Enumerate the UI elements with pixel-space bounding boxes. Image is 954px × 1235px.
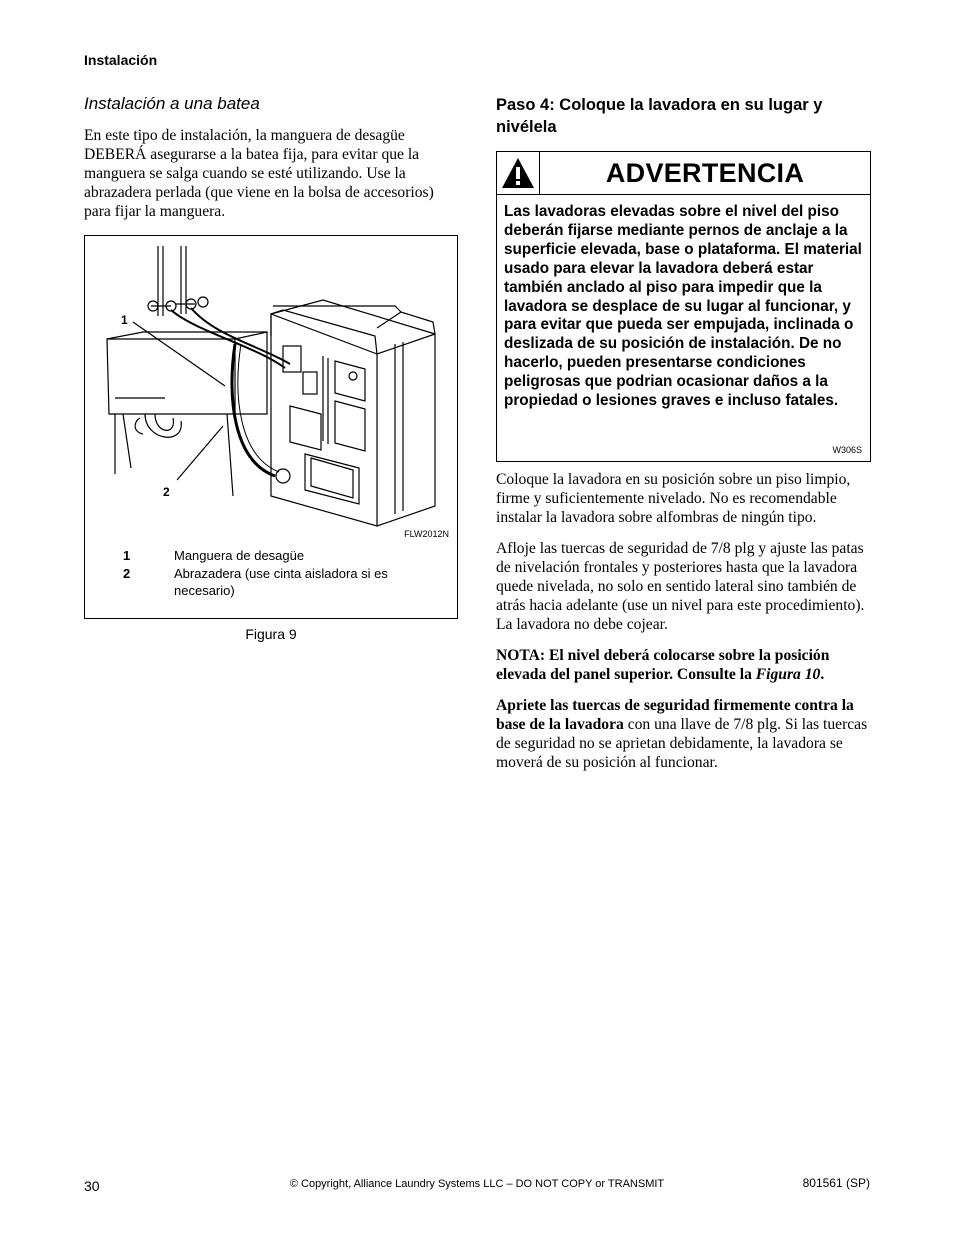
note-paragraph (496, 646, 871, 684)
copyright-notice: © Copyright, Alliance Laundry Systems LLC – DO NOT COPY or TRANSMIT (289, 1178, 665, 1190)
figure-9 (84, 235, 458, 619)
placement-paragraph: Coloque la lavadora en su posición sobre un piso limpio, firme y suficientemente nivelado. No es recomendable instalar la lavadora sobre alfombras de ningún tipo. (496, 471, 851, 526)
intro-paragraph: En este tipo de instalación, la manguera de desagüe DEBERÁ asegurarse a la batea fija, para evitar que la manguera se salga cuando se esté utilizando. Use la abrazadera perlada (que viene en la bolsa de accesorios) para fijar la manguera. (84, 127, 434, 220)
legend-number: 1 (123, 548, 131, 563)
sub-heading: Instalación a una batea (84, 94, 260, 113)
figure-reference: Figura 10 (755, 666, 821, 683)
callout-2: 2 (163, 485, 170, 499)
note-bold: NOTA: El nivel deberá colocarse sobre la posición elevada del panel superior. Consulte la (496, 647, 830, 683)
note-end: . (820, 666, 825, 683)
left-column (84, 94, 458, 221)
warning-box (496, 151, 871, 462)
right-paragraphs (496, 470, 871, 784)
leveling-paragraph: Afloje las tuercas de seguridad de 7/8 plg y ajuste las patas de nivelación frontales y posteriores hasta que la lavadora quede nivelada, no solo en sentido lateral sino también de atrás hacia adelante (use un nivel para este procedimiento). La lavadora no debe cojear. (496, 540, 865, 633)
tighten-paragraph (496, 696, 871, 772)
tighten-rest: con una llave de 7/8 plg. Si las tuercas de seguridad no se aprietan debidamente, la lavadora se moverá de su posición al funcionar. (496, 716, 868, 771)
warning-text: Las lavadoras elevadas sobre el nivel del piso deberán fijarse mediante pernos de anclaje a la superficie elevada, base o plataforma. El material usado para elevar la lavadora deberá estar también anclado al piso para impedir que la lavadora se desplace de su lugar al funcionar, y para evitar que pueda ser empujada, inclinada o deslizada de su posición de instalación. De no hacerlo, pueden presentarse condiciones peligrosas que podrian ocasionar daños a la propiedad o lesiones graves e incluso fatales. (504, 203, 862, 410)
warning-triangle-icon (497, 152, 540, 194)
section-label: Instalación (84, 52, 158, 68)
warning-title: ADVERTENCIA (605, 158, 805, 188)
legend-text: Abrazadera (use cinta aisladora si es necesario) (174, 566, 388, 598)
document-number: 801561 (SP) (802, 1176, 870, 1190)
figure-caption: Figura 9 (245, 626, 297, 642)
step-heading: Paso 4: Coloque la lavadora en su lugar y nivélela (496, 96, 823, 136)
legend-text: Manguera de desagüe (174, 548, 305, 563)
warning-code: W306S (832, 445, 862, 455)
washer-utility-tub-illustration (85, 236, 457, 536)
figure-code: FLW2012N (404, 529, 449, 539)
page-number: 30 (84, 1178, 100, 1194)
warning-header (497, 152, 870, 195)
callout-1: 1 (121, 313, 128, 327)
tighten-bold: Apriete las tuercas de seguridad firmemente contra la base de la lavadora (496, 697, 854, 733)
legend-number: 2 (123, 566, 131, 581)
right-column (496, 94, 871, 138)
